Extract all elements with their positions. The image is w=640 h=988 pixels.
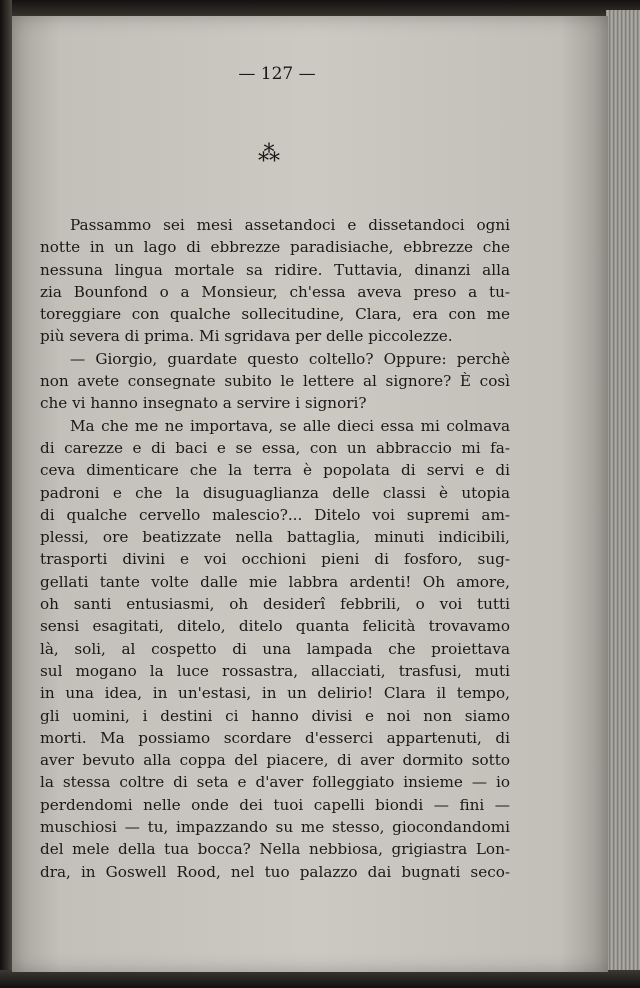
page-number: — 127 —	[238, 64, 316, 84]
section-break-asterism: ⁂	[258, 142, 280, 167]
text-line: ceva dimenticare che la terra è popolata di servi e di	[40, 461, 510, 480]
text-line: perdendomi nelle onde dei tuoi capelli biondi — fini —	[40, 795, 510, 814]
text-line: padroni e che la disuguaglianza delle classi è utopia	[40, 483, 510, 502]
text-line: la stessa coltre di seta e d'aver folleggiato insieme — io	[40, 773, 510, 792]
body-text	[40, 214, 510, 883]
text-line: Ma che me ne importava, se alle dieci essa mi colmava	[70, 416, 510, 435]
scan-bottom-edge	[0, 970, 640, 988]
text-line: dra, in Goswell Rood, nel tuo palazzo dai bugnati seco-	[40, 862, 510, 881]
text-line: del mele della tua bocca? Nella nebbiosa, grigiastra Lon-	[40, 840, 510, 859]
text-line: là, soli, al cospetto di una lampada che proiettava	[40, 639, 510, 658]
text-line: non avete consegnate subito le lettere al signore? È così	[40, 372, 510, 391]
text-line: morti. Ma possiamo scordare d'esserci appartenuti, di	[40, 728, 510, 747]
text-line: nessuna lingua mortale sa ridire. Tuttavia, dinanzi alla	[40, 260, 510, 279]
text-line: oh santi entusiasmi, oh desiderî febbrili, o voi tutti	[40, 595, 510, 614]
text-line: sul mogano la luce rossastra, allacciati, trasfusi, muti	[40, 661, 510, 680]
text-line: aver bevuto alla coppa del piacere, di aver dormito sotto	[40, 751, 510, 770]
text-line: notte in un lago di ebbrezze paradisiache, ebbrezze che	[40, 238, 510, 257]
text-line: più severa di prima. Mi sgridava per delle piccolezze.	[40, 327, 453, 346]
text-line: plessi, ore beatizzate nella battaglia, minuti indicibili,	[40, 528, 510, 547]
text-line: Passammo sei mesi assetandoci e dissetandoci ogni	[70, 216, 510, 234]
text-line: gellati tante volte dalle mie labbra ardenti! Oh amore,	[40, 572, 510, 591]
text-line: sensi esagitati, ditelo, ditelo quanta felicità trovavamo	[40, 617, 510, 636]
book-binding-edge	[0, 0, 12, 988]
text-line: trasporti divini e voi occhioni pieni di fosforo, sug-	[40, 550, 510, 569]
text-line: di qualche cervello malescio?... Ditelo voi supremi am-	[40, 505, 510, 524]
text-line: gli uomini, i destini ci hanno divisi e noi non siamo	[40, 706, 510, 725]
text-line: di carezze e di baci e se essa, con un abbraccio mi fa-	[40, 438, 510, 457]
page-stack-edge	[606, 10, 640, 980]
text-line: — Giorgio, guardate questo coltello? Oppure: perchè	[70, 349, 510, 368]
text-line: in una idea, in un'estasi, in un delirio! Clara il tempo,	[40, 684, 510, 703]
text-line: che vi hanno insegnato a servire i signori?	[40, 394, 367, 413]
book-page	[12, 16, 608, 972]
text-line: zia Bounfond o a Monsieur, ch'essa aveva preso a tu-	[40, 282, 510, 301]
text-line: toreggiare con qualche sollecitudine, Clara, era con me	[40, 305, 510, 324]
text-line: muschiosi — tu, impazzando su me stesso, giocondandomi	[40, 818, 510, 837]
